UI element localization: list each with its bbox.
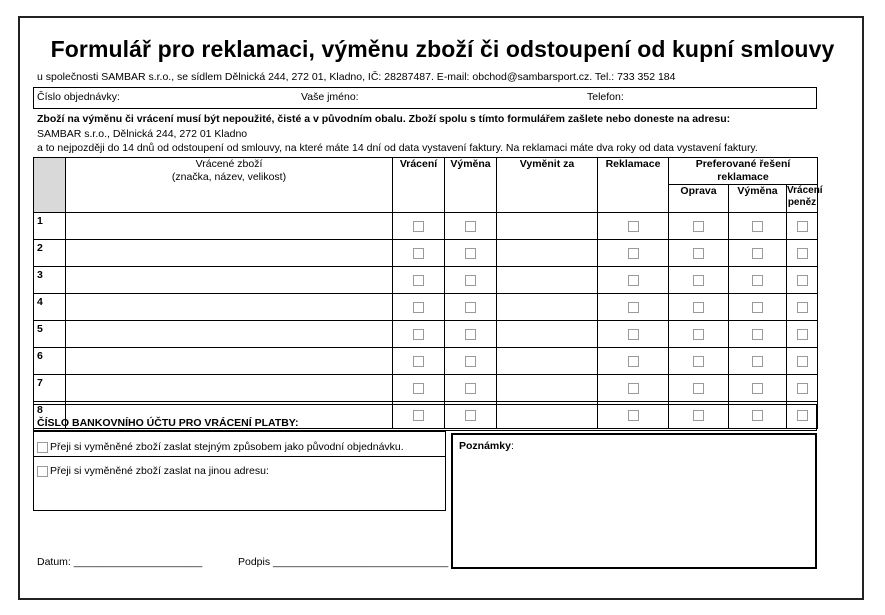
item-cell[interactable] bbox=[66, 321, 393, 348]
exchange-header: Výměna bbox=[445, 158, 497, 213]
table-row bbox=[34, 348, 818, 375]
refund-cell bbox=[787, 240, 818, 267]
return-checkbox[interactable] bbox=[413, 221, 424, 232]
exchange-checkbox[interactable] bbox=[465, 275, 476, 286]
exchange-for-cell[interactable] bbox=[497, 348, 598, 375]
pref-exchange-cell bbox=[729, 213, 787, 240]
exchange-cell bbox=[445, 240, 497, 267]
return-address bbox=[37, 127, 758, 155]
date-field[interactable]: Datum: ______________________ bbox=[37, 556, 203, 568]
pref-exchange-cell bbox=[729, 267, 787, 294]
complaint-cell bbox=[598, 321, 669, 348]
signature-field[interactable]: Podpis ______________________________ bbox=[238, 556, 449, 568]
row-number-header bbox=[34, 158, 66, 213]
item-header: Vrácené zboží (značka, název, velikost) bbox=[66, 158, 393, 213]
exchange-for-cell[interactable] bbox=[497, 321, 598, 348]
return-cell bbox=[393, 375, 445, 402]
repair-checkbox[interactable] bbox=[693, 248, 704, 259]
row-number: 6 bbox=[34, 348, 66, 375]
pref-exchange-checkbox[interactable] bbox=[752, 383, 763, 394]
repair-checkbox[interactable] bbox=[693, 329, 704, 340]
exchange-for-header: Vyměnit za bbox=[497, 158, 598, 213]
refund-cell bbox=[787, 267, 818, 294]
refund-cell bbox=[787, 294, 818, 321]
option-other-address[interactable] bbox=[37, 465, 269, 477]
pref-exchange-cell bbox=[729, 294, 787, 321]
exchange-checkbox[interactable] bbox=[465, 356, 476, 367]
complaint-header: Reklamace bbox=[598, 158, 669, 213]
repair-checkbox[interactable] bbox=[693, 302, 704, 313]
address-line: SAMBAR s.r.o., Dělnická 244, 272 01 Kladno bbox=[37, 128, 248, 140]
table-row bbox=[34, 267, 818, 294]
item-cell[interactable] bbox=[66, 240, 393, 267]
repair-cell bbox=[669, 321, 729, 348]
repair-cell bbox=[669, 375, 729, 402]
divider bbox=[33, 456, 446, 457]
return-checkbox[interactable] bbox=[413, 356, 424, 367]
row-number: 4 bbox=[34, 294, 66, 321]
checkbox[interactable] bbox=[37, 442, 48, 453]
notes-box[interactable] bbox=[451, 433, 817, 569]
pref-exchange-cell bbox=[729, 240, 787, 267]
exchange-cell bbox=[445, 375, 497, 402]
refund-checkbox[interactable] bbox=[797, 383, 808, 394]
exchange-for-cell[interactable] bbox=[497, 294, 598, 321]
complaint-checkbox[interactable] bbox=[628, 329, 639, 340]
exchange-for-cell[interactable] bbox=[497, 213, 598, 240]
item-cell[interactable] bbox=[66, 294, 393, 321]
table-row bbox=[34, 213, 818, 240]
items-table bbox=[33, 157, 823, 429]
pref-exchange-header: Výměna bbox=[729, 185, 787, 213]
your-name-label: Vaše jméno: bbox=[301, 91, 359, 103]
exchange-cell bbox=[445, 348, 497, 375]
refund-checkbox[interactable] bbox=[797, 248, 808, 259]
checkbox[interactable] bbox=[37, 466, 48, 477]
exchange-checkbox[interactable] bbox=[465, 329, 476, 340]
repair-cell bbox=[669, 294, 729, 321]
complaint-checkbox[interactable] bbox=[628, 275, 639, 286]
return-cell bbox=[393, 213, 445, 240]
repair-checkbox[interactable] bbox=[693, 221, 704, 232]
item-cell[interactable] bbox=[66, 213, 393, 240]
return-cell bbox=[393, 267, 445, 294]
bank-account-label: ČÍSLO BANKOVNÍHO ÚČTU PRO VRÁCENÍ PLATBY: bbox=[37, 417, 299, 429]
option-same-shipping[interactable] bbox=[37, 441, 404, 453]
option-same-label: Přeji si vyměněné zboží zaslat stejným způsobem jako původní objednávku. bbox=[50, 441, 404, 453]
row-number: 8 bbox=[34, 402, 66, 429]
repair-header: Oprava bbox=[669, 185, 729, 213]
pref-exchange-checkbox[interactable] bbox=[752, 329, 763, 340]
row-number: 1 bbox=[34, 213, 66, 240]
pref-exchange-checkbox[interactable] bbox=[752, 302, 763, 313]
complaint-cell bbox=[598, 240, 669, 267]
return-checkbox[interactable] bbox=[413, 383, 424, 394]
table-row bbox=[34, 375, 818, 402]
complaint-cell bbox=[598, 375, 669, 402]
table-row bbox=[34, 294, 818, 321]
exchange-cell bbox=[445, 267, 497, 294]
return-checkbox[interactable] bbox=[413, 302, 424, 313]
repair-checkbox[interactable] bbox=[693, 275, 704, 286]
item-cell[interactable] bbox=[66, 348, 393, 375]
row-number: 3 bbox=[34, 267, 66, 294]
exchange-cell bbox=[445, 321, 497, 348]
row-number: 5 bbox=[34, 321, 66, 348]
exchange-for-cell[interactable] bbox=[497, 375, 598, 402]
order-number-label: Číslo objednávky: bbox=[37, 91, 120, 103]
table-row bbox=[34, 321, 818, 348]
exchange-cell bbox=[445, 294, 497, 321]
return-notice: Zboží na výměnu či vrácení musí být nepoužité, čisté a v původním obalu. Zboží spolu s tímto formulářem zašlete nebo doneste na adresu: bbox=[37, 113, 731, 125]
phone-label: Telefon: bbox=[587, 91, 624, 103]
exchange-for-cell[interactable] bbox=[497, 267, 598, 294]
pref-exchange-cell bbox=[729, 375, 787, 402]
repair-cell bbox=[669, 267, 729, 294]
refund-cell bbox=[787, 213, 818, 240]
repair-checkbox[interactable] bbox=[693, 356, 704, 367]
notes-label: Poznámky: bbox=[459, 440, 514, 452]
exchange-checkbox[interactable] bbox=[465, 302, 476, 313]
refund-checkbox[interactable] bbox=[797, 221, 808, 232]
exchange-cell bbox=[445, 213, 497, 240]
refund-cell bbox=[787, 321, 818, 348]
preferred-solution-header: Preferované řešení reklamace bbox=[669, 158, 818, 185]
pref-exchange-checkbox[interactable] bbox=[752, 221, 763, 232]
complaint-checkbox[interactable] bbox=[628, 221, 639, 232]
complaint-cell bbox=[598, 267, 669, 294]
complaint-cell bbox=[598, 213, 669, 240]
refund-checkbox[interactable] bbox=[797, 329, 808, 340]
refund-checkbox[interactable] bbox=[797, 302, 808, 313]
return-cell bbox=[393, 321, 445, 348]
option-other-label: Přeji si vyměněné zboží zaslat na jinou adresu: bbox=[50, 465, 269, 477]
complaint-checkbox[interactable] bbox=[628, 383, 639, 394]
return-checkbox[interactable] bbox=[413, 275, 424, 286]
repair-cell bbox=[669, 348, 729, 375]
refund-checkbox[interactable] bbox=[797, 356, 808, 367]
complaint-cell bbox=[598, 294, 669, 321]
deadline-line: a to nejpozději do 14 dnů od odstoupení od smlouvy, na které máte 14 dní od data vystavení faktury. Na reklamaci máte dva roky od data vystavení faktury. bbox=[37, 142, 758, 154]
return-cell bbox=[393, 294, 445, 321]
return-checkbox[interactable] bbox=[413, 248, 424, 259]
complaint-checkbox[interactable] bbox=[628, 302, 639, 313]
pref-exchange-checkbox[interactable] bbox=[752, 356, 763, 367]
complaint-checkbox[interactable] bbox=[628, 248, 639, 259]
pref-exchange-cell bbox=[729, 348, 787, 375]
exchange-for-cell[interactable] bbox=[497, 240, 598, 267]
repair-cell bbox=[669, 213, 729, 240]
pref-exchange-checkbox[interactable] bbox=[752, 248, 763, 259]
refund-cell bbox=[787, 348, 818, 375]
refund-header: Vrácení peněz bbox=[787, 185, 818, 213]
pref-exchange-checkbox[interactable] bbox=[752, 275, 763, 286]
complaint-checkbox[interactable] bbox=[628, 356, 639, 367]
form-title: Formulář pro reklamaci, výměnu zboží či odstoupení od kupní smlouvy bbox=[50, 36, 835, 62]
return-cell bbox=[393, 240, 445, 267]
exchange-checkbox[interactable] bbox=[465, 221, 476, 232]
repair-checkbox[interactable] bbox=[693, 383, 704, 394]
item-cell[interactable] bbox=[66, 267, 393, 294]
row-number: 7 bbox=[34, 375, 66, 402]
refund-checkbox[interactable] bbox=[797, 275, 808, 286]
refund-cell bbox=[787, 375, 818, 402]
repair-cell bbox=[669, 240, 729, 267]
return-checkbox[interactable] bbox=[413, 329, 424, 340]
exchange-checkbox[interactable] bbox=[465, 248, 476, 259]
return-cell bbox=[393, 348, 445, 375]
row-number: 2 bbox=[34, 240, 66, 267]
table-row bbox=[34, 240, 818, 267]
return-header: Vrácení bbox=[393, 158, 445, 213]
exchange-checkbox[interactable] bbox=[465, 383, 476, 394]
company-info: u společnosti SAMBAR s.r.o., se sídlem Dělnická 244, 272 01, Kladno, IČ: 28287487. E-mail: obchod@sambarsport.cz. Tel.: 733 352 184 bbox=[37, 71, 676, 83]
pref-exchange-cell bbox=[729, 321, 787, 348]
item-cell[interactable] bbox=[66, 375, 393, 402]
customer-info-box bbox=[33, 87, 817, 109]
complaint-cell bbox=[598, 348, 669, 375]
